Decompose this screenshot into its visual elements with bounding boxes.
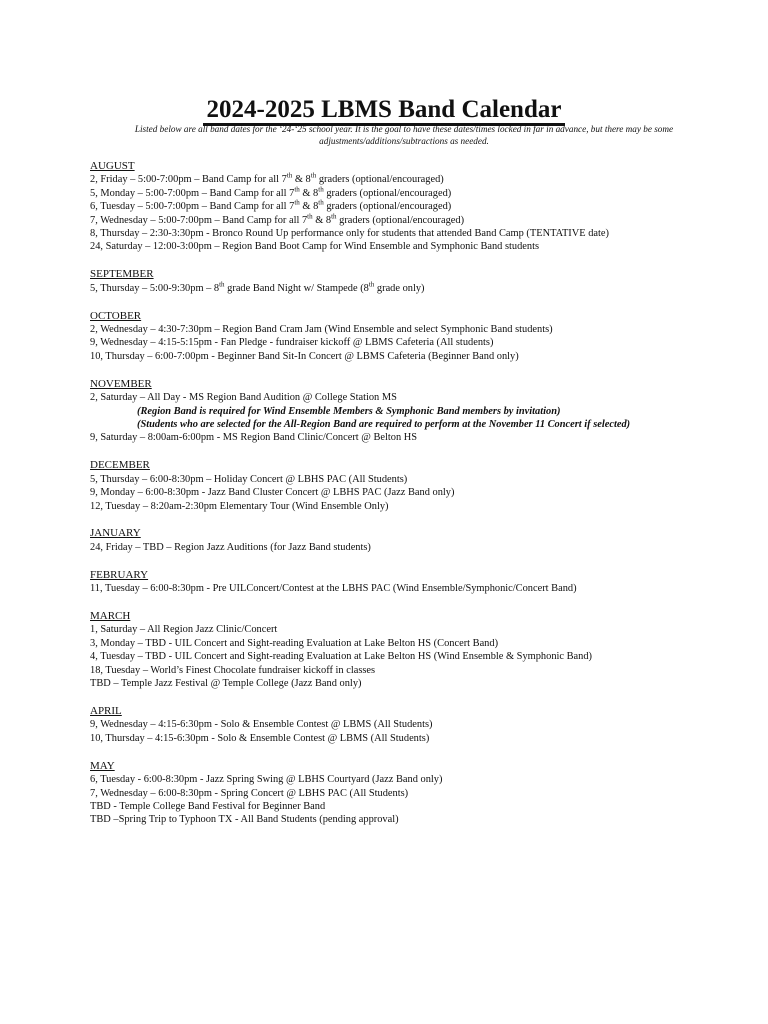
event-line: 2, Saturday – All Day - MS Region Band Audition @ College Station MS: [90, 392, 397, 404]
event-line: 10, Thursday – 4:15-6:30pm - Solo & Ensemble Contest @ LBMS (All Students): [90, 732, 430, 744]
event-line: 5, Monday – 5:00-7:00pm – Band Camp for all 7th & 8th graders (optional/encouraged): [90, 185, 452, 199]
event-line: 3, Monday – TBD - UIL Concert and Sight-reading Evaluation at Lake Belton HS (Concert Band): [90, 637, 499, 649]
event-line: 18, Tuesday – World’s Finest Chocolate fundraiser kickoff in classes: [90, 664, 376, 676]
month-section-february: [90, 569, 750, 596]
event-line: 10, Thursday – 6:00-7:00pm - Beginner Band Sit-In Concert @ LBMS Cafeteria (Beginner Band only): [90, 350, 519, 362]
month-section-august: [90, 160, 750, 254]
event-line: 9, Wednesday – 4:15-6:30pm - Solo & Ensemble Contest @ LBMS (All Students): [90, 719, 433, 731]
event-line: TBD – Temple Jazz Festival @ Temple College (Jazz Band only): [90, 678, 362, 690]
event-line: 6, Tuesday – 5:00-7:00pm – Band Camp for all 7th & 8th graders (optional/encouraged): [90, 198, 452, 213]
event-line: TBD - Temple College Band Festival for Beginner Band: [90, 800, 326, 812]
month-heading: FEBRUARY: [90, 568, 149, 581]
month-heading: MAY: [90, 759, 115, 772]
event-line: 9, Monday – 6:00-8:30pm - Jazz Band Cluster Concert @ LBHS PAC (Jazz Band only): [90, 487, 455, 499]
month-heading: DECEMBER: [90, 459, 150, 472]
intro-paragraph: Listed below are all band dates for the ‘24-‘25 school year. It is the goal to have these dates/times locked in far in advance, but there may be some adjustments/additions/subtractions as needed.: [134, 124, 674, 146]
event-line: 7, Wednesday – 5:00-7:00pm – Band Camp for all 7th & 8th graders (optional/encouraged): [90, 212, 465, 226]
month-heading: JANUARY: [90, 527, 141, 540]
month-heading: NOVEMBER: [90, 377, 152, 390]
page-title: 2024-2025 LBMS Band Calendar: [203, 96, 566, 126]
event-line: 9, Wednesday – 4:15-5:15pm - Fan Pledge - fundraiser kickoff @ LBMS Cafeteria (All students): [90, 337, 494, 349]
event-line: TBD –Spring Trip to Typhoon TX - All Band Students (pending approval): [90, 814, 399, 826]
month-heading: APRIL: [90, 705, 122, 717]
month-section-april: [90, 705, 750, 745]
event-note: (Students who are selected for the All-Region Band are required to perform at the November 11 Concert if selected): [137, 419, 631, 430]
event-line: 5, Thursday – 5:00-9:30pm – 8th grade Band Night w/ Stampede (8th grade only): [90, 280, 425, 294]
event-line: 9, Saturday – 8:00am-6:00pm - MS Region Band Clinic/Concert @ Belton HS: [90, 432, 418, 444]
event-line: 24, Friday – TBD – Region Jazz Auditions (for Jazz Band students): [90, 541, 371, 553]
month-section-may: [90, 760, 750, 827]
event-line: 4, Tuesday – TBD - UIL Concert and Sight-reading Evaluation at Lake Belton HS (Wind Ensemble & Symphonic Band): [90, 651, 593, 663]
event-line: 1, Saturday – All Region Jazz Clinic/Concert: [90, 624, 278, 636]
month-section-september: [90, 268, 750, 295]
event-line: 24, Saturday – 12:00-3:00pm – Region Band Boot Camp for Wind Ensemble and Symphonic Band students: [90, 241, 540, 253]
title-container: [0, 96, 768, 126]
event-note: (Region Band is required for Wind Ensemble Members & Symphonic Band members by invitation): [137, 405, 561, 417]
event-line: 2, Friday – 5:00-7:00pm – Band Camp for all 7th & 8th graders (optional/encouraged): [90, 171, 444, 186]
event-line: 7, Wednesday – 6:00-8:30pm - Spring Concert @ LBHS PAC (All Students): [90, 787, 409, 799]
month-sections: [90, 160, 750, 841]
month-heading: SEPTEMBER: [90, 268, 154, 281]
month-section-october: [90, 310, 750, 364]
event-line: 6, Tuesday - 6:00-8:30pm - Jazz Spring Swing @ LBHS Courtyard (Jazz Band only): [90, 774, 443, 786]
month-section-march: [90, 610, 750, 690]
event-line: 8, Thursday – 2:30-3:30pm - Bronco Round Up performance only for students that attended Band Camp (TENTATIVE date): [90, 228, 609, 240]
month-heading: OCTOBER: [90, 309, 142, 322]
event-line: 5, Thursday – 6:00-8:30pm – Holiday Concert @ LBHS PAC (All Students): [90, 473, 408, 485]
month-heading: AUGUST: [90, 160, 135, 172]
event-line: 11, Tuesday – 6:00-8:30pm - Pre UILConcert/Contest at the LBHS PAC (Wind Ensemble/Symphonic/Concert Band): [90, 583, 577, 595]
month-section-january: [90, 527, 750, 554]
month-section-december: [90, 459, 750, 513]
month-heading: MARCH: [90, 610, 131, 623]
event-line: 12, Tuesday – 8:20am-2:30pm Elementary Tour (Wind Ensemble Only): [90, 500, 389, 512]
event-line: 2, Wednesday – 4:30-7:30pm – Region Band Cram Jam (Wind Ensemble and select Symphonic Band students): [90, 324, 553, 336]
month-section-november: [90, 378, 750, 445]
